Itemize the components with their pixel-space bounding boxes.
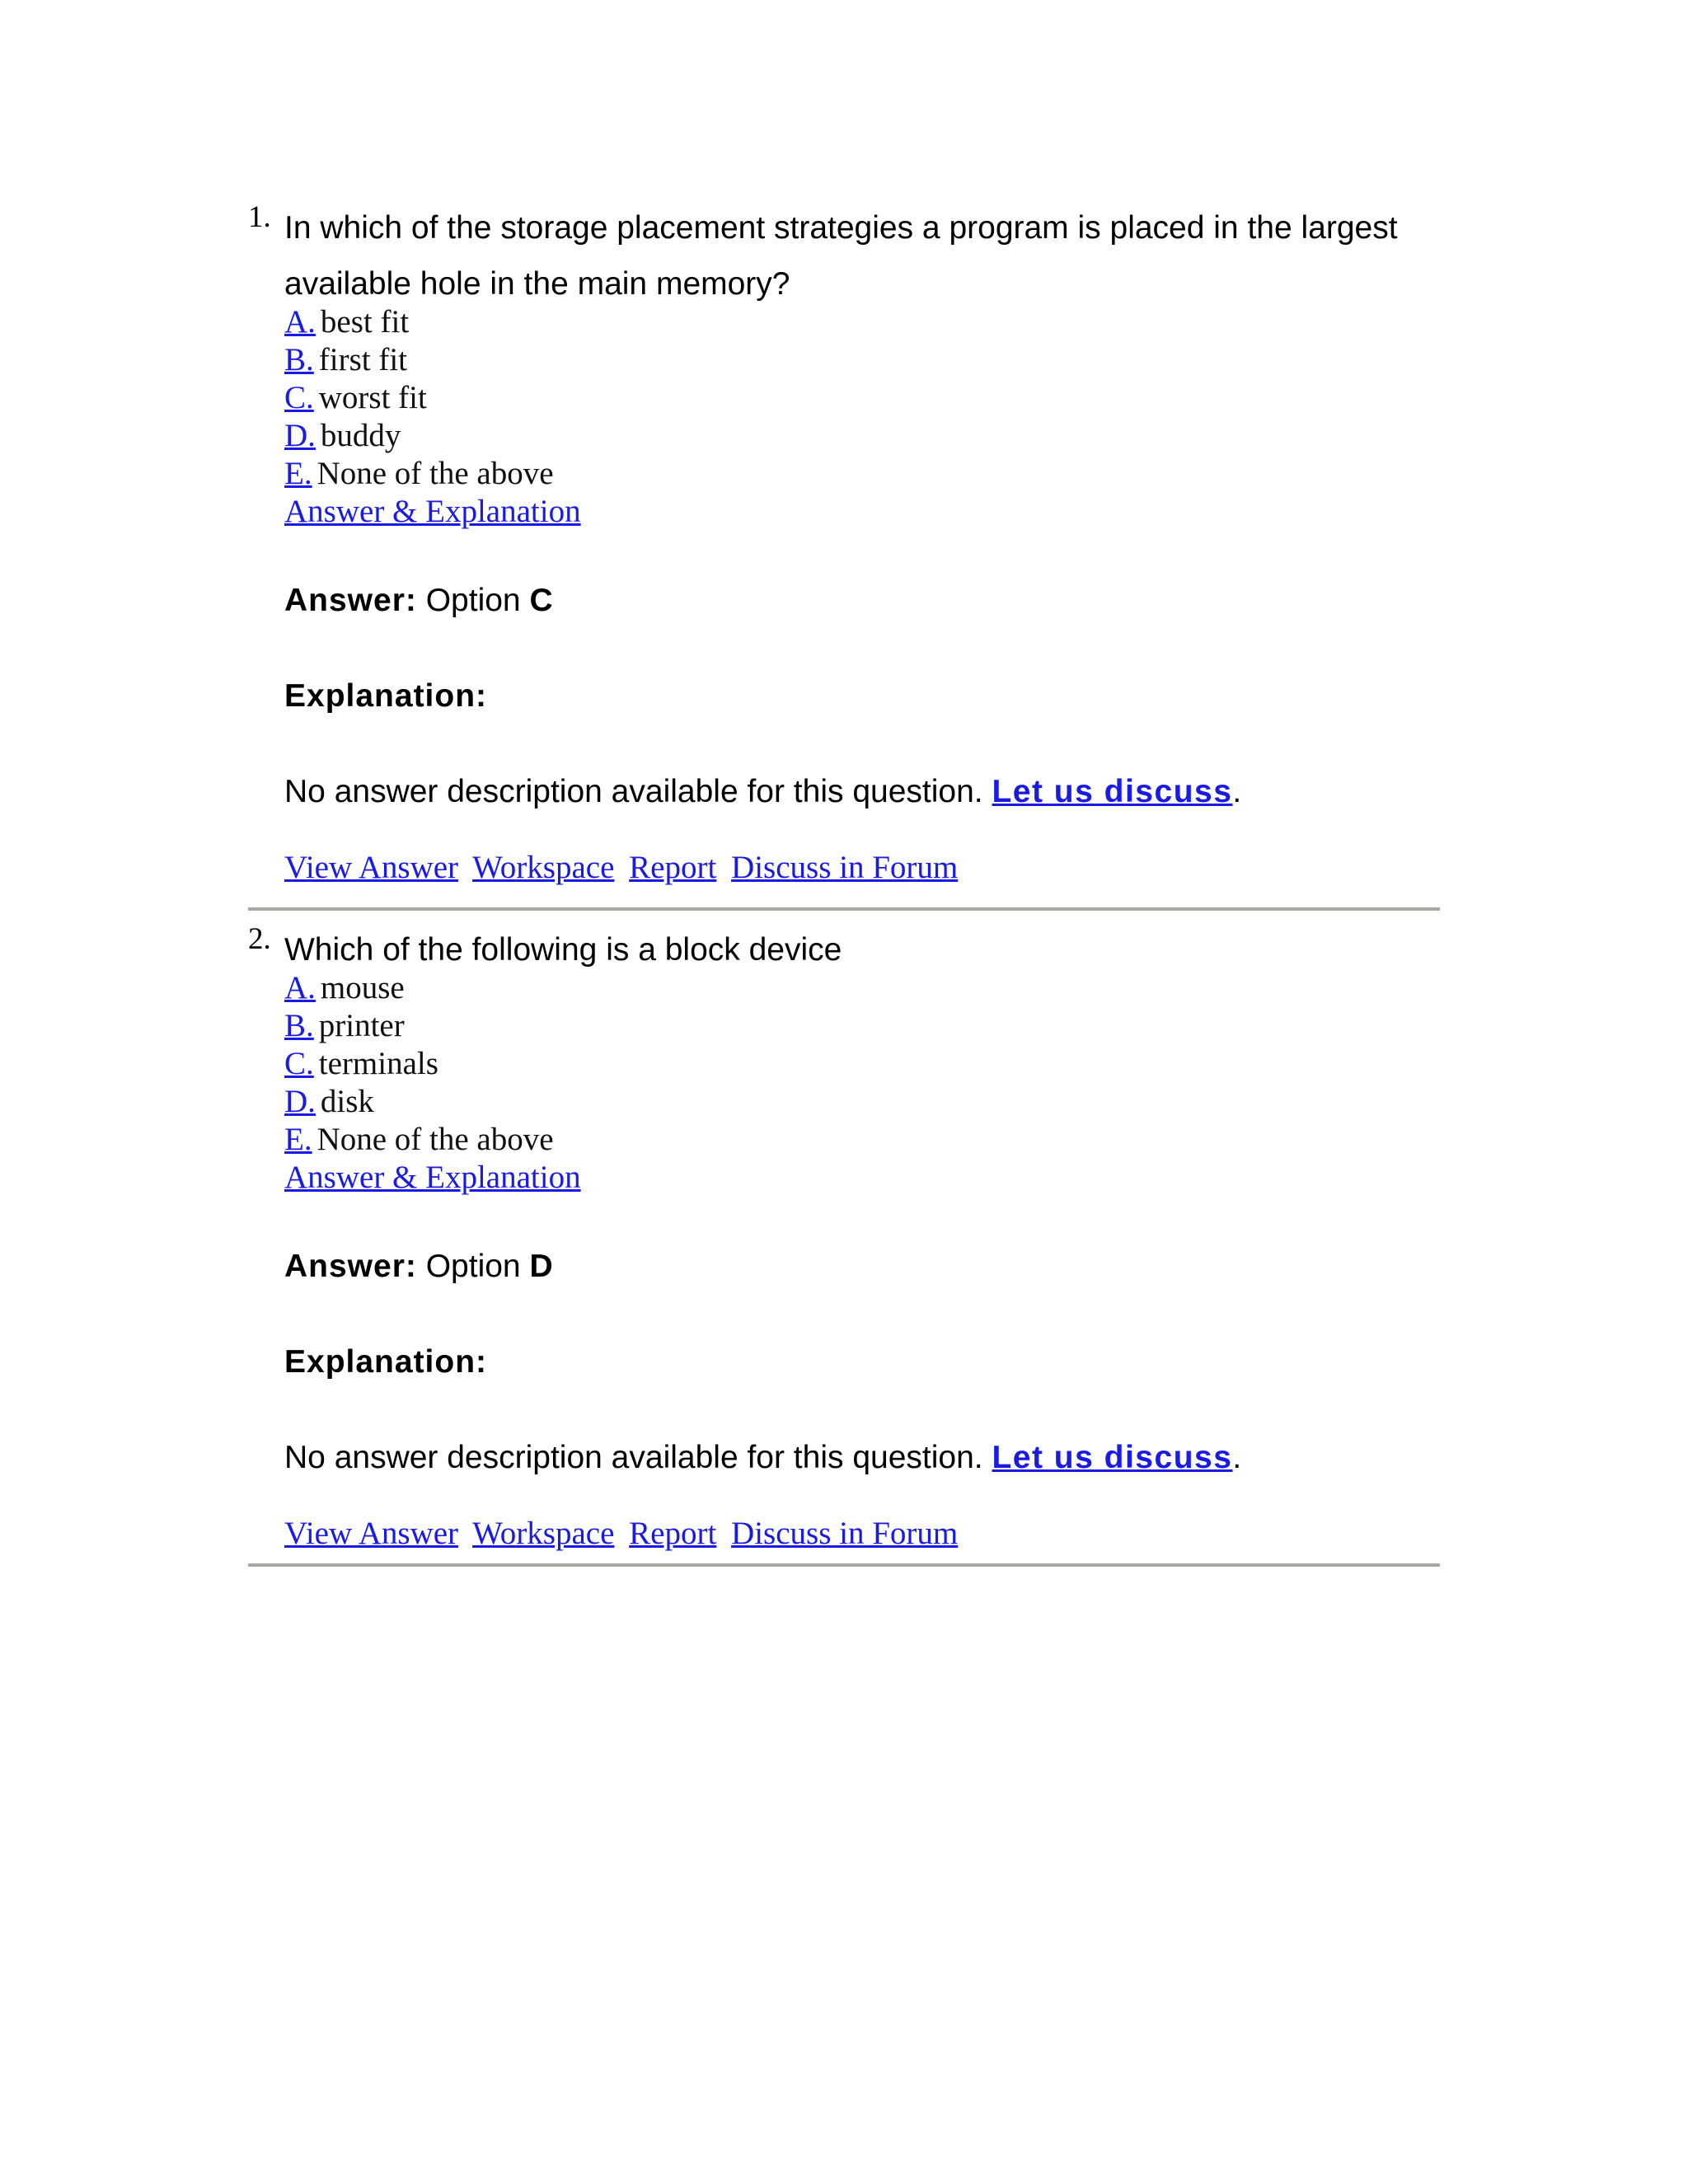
- option-text: terminals: [318, 1046, 438, 1081]
- option-e: [284, 455, 1440, 493]
- answer-label: Answer:: [284, 1249, 417, 1284]
- description-text: No answer description available for this question.: [284, 774, 983, 809]
- option-text: first fit: [318, 342, 407, 377]
- let-us-discuss-link[interactable]: Let us discuss: [992, 1440, 1233, 1475]
- option-letter-link[interactable]: D.: [284, 1084, 316, 1119]
- option-b: [284, 341, 1440, 379]
- answer-label: Answer:: [284, 583, 417, 618]
- option-text: best fit: [320, 304, 410, 340]
- option-text: disk: [320, 1084, 374, 1119]
- question-footer-links: [284, 849, 1440, 887]
- option-letter-link[interactable]: B.: [284, 342, 314, 377]
- option-text: worst fit: [318, 380, 427, 415]
- description-line: [284, 1437, 1440, 1479]
- let-us-discuss-link[interactable]: Let us discuss: [992, 774, 1233, 809]
- divider: [248, 1563, 1440, 1567]
- workspace-link[interactable]: Workspace: [472, 850, 615, 885]
- answer-explanation-link[interactable]: Answer & Explanation: [284, 1160, 581, 1195]
- explanation-label: Explanation:: [284, 678, 488, 714]
- option-c: [284, 1045, 1440, 1083]
- option-c: [284, 379, 1440, 417]
- option-d: [284, 1083, 1440, 1121]
- description-line: [284, 771, 1440, 813]
- view-answer-link[interactable]: View Answer: [284, 850, 459, 885]
- options-list: [284, 969, 1440, 1159]
- option-letter-link[interactable]: A.: [284, 304, 316, 340]
- answer-line: [284, 1246, 1440, 1287]
- divider: [248, 907, 1440, 911]
- report-link[interactable]: Report: [629, 850, 717, 885]
- option-text: None of the above: [316, 1122, 554, 1157]
- question-2: [248, 921, 1440, 1553]
- question-text: [284, 199, 1440, 313]
- option-letter-link[interactable]: E.: [284, 1122, 312, 1157]
- answer-block: [284, 1246, 1440, 1479]
- option-text: buddy: [320, 418, 401, 453]
- question-footer-links: [284, 1515, 1440, 1553]
- answer-explanation-link[interactable]: Answer & Explanation: [284, 494, 581, 529]
- answer-prefix: Option: [425, 1249, 521, 1284]
- discuss-in-forum-link[interactable]: Discuss in Forum: [731, 850, 959, 885]
- explanation-label: Explanation:: [284, 1344, 488, 1380]
- option-letter-link[interactable]: C.: [284, 1046, 314, 1081]
- option-letter-link[interactable]: C.: [284, 380, 314, 415]
- option-letter-link[interactable]: A.: [284, 970, 316, 1005]
- answer-line: [284, 580, 1440, 621]
- answer-block: [284, 580, 1440, 813]
- option-e: [284, 1121, 1440, 1159]
- description-suffix: .: [1232, 1440, 1242, 1475]
- question-number: 1.: [248, 200, 271, 234]
- answer-prefix: Option: [425, 583, 521, 618]
- question-1: [248, 199, 1440, 887]
- options-list: [284, 303, 1440, 493]
- option-text: printer: [318, 1008, 405, 1043]
- option-letter-link[interactable]: B.: [284, 1008, 314, 1043]
- question-text-line: In which of the storage placement strategies a program is placed in the largest: [284, 210, 1398, 246]
- option-letter-link[interactable]: D.: [284, 418, 316, 453]
- description-suffix: .: [1232, 774, 1242, 809]
- question-number: 2.: [248, 922, 271, 956]
- view-answer-link[interactable]: View Answer: [284, 1516, 459, 1551]
- workspace-link[interactable]: Workspace: [472, 1516, 615, 1551]
- option-d: [284, 417, 1440, 455]
- option-letter-link[interactable]: E.: [284, 456, 312, 491]
- question-text-line: available hole in the main memory?: [284, 266, 790, 302]
- option-text: mouse: [320, 970, 405, 1005]
- answer-option: C: [529, 583, 553, 618]
- report-link[interactable]: Report: [629, 1516, 717, 1551]
- discuss-in-forum-link[interactable]: Discuss in Forum: [731, 1516, 959, 1551]
- answer-option: D: [529, 1249, 553, 1284]
- question-text-line: Which of the following is a block device: [284, 932, 842, 968]
- question-body: [284, 921, 1440, 1553]
- description-text: No answer description available for this question.: [284, 1440, 983, 1475]
- question-body: [284, 199, 1440, 887]
- option-text: None of the above: [316, 456, 554, 491]
- option-b: [284, 1007, 1440, 1045]
